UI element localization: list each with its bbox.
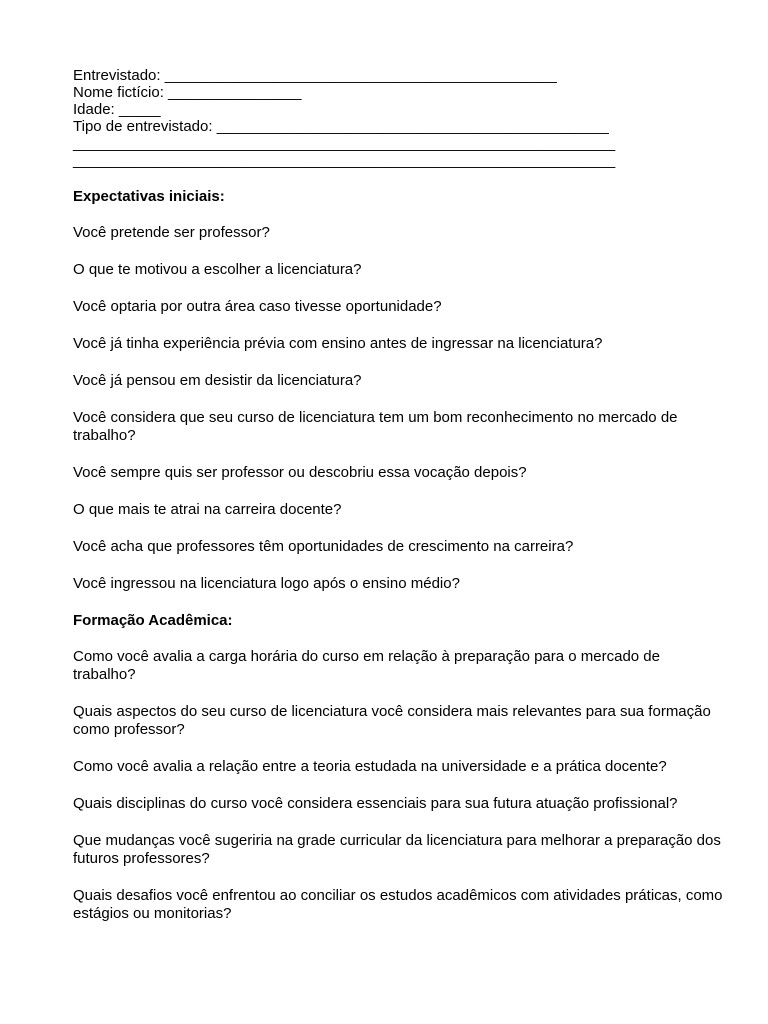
fictitious-name-field: Nome fictício: ________________ bbox=[73, 84, 302, 101]
question: Você considera que seu curso de licenciatura tem um bom reconhecimento no mercado de trabalho? bbox=[73, 409, 678, 444]
question: Você já tinha experiência prévia com ensino antes de ingressar na licenciatura? bbox=[73, 335, 603, 352]
question: Você acha que professores têm oportunidades de crescimento na carreira? bbox=[73, 538, 574, 555]
question: Quais disciplinas do curso você considera essenciais para sua futura atuação profissional? bbox=[73, 795, 678, 812]
question: O que te motivou a escolher a licenciatura? bbox=[73, 261, 362, 278]
question: Como você avalia a relação entre a teoria estudada na universidade e a prática docente? bbox=[73, 758, 667, 775]
question: Você optaria por outra área caso tivesse oportunidade? bbox=[73, 298, 442, 315]
interviewee-field: Entrevistado: _______________________________________________ bbox=[73, 67, 557, 84]
question: Que mudanças você sugeriria na grade curricular da licenciatura para melhorar a preparação dos futuros professores? bbox=[73, 832, 721, 867]
question: Você já pensou em desistir da licenciatura? bbox=[73, 372, 362, 389]
question: Você sempre quis ser professor ou descobriu essa vocação depois? bbox=[73, 464, 527, 481]
question: O que mais te atrai na carreira docente? bbox=[73, 501, 342, 518]
section-title: Formação Acadêmica: bbox=[73, 612, 233, 629]
blank-line: _________________________________________________________________ bbox=[73, 152, 616, 169]
question: Você pretende ser professor? bbox=[73, 224, 270, 241]
question: Como você avalia a carga horária do curso em relação à preparação para o mercado de trabalho? bbox=[73, 648, 660, 683]
interviewee-type-field: Tipo de entrevistado: _______________________________________________ bbox=[73, 118, 609, 135]
blank-line: _________________________________________________________________ bbox=[73, 135, 616, 152]
question: Quais desafios você enfrentou ao conciliar os estudos acadêmicos com atividades práticas, como estágios ou monitorias? bbox=[73, 887, 723, 922]
document-page bbox=[73, 67, 723, 923]
interview-header bbox=[73, 67, 723, 169]
question: Você ingressou na licenciatura logo após o ensino médio? bbox=[73, 575, 460, 592]
question-sections bbox=[73, 188, 723, 923]
section-title: Expectativas iniciais: bbox=[73, 188, 225, 205]
question: Quais aspectos do seu curso de licenciatura você considera mais relevantes para sua formação como professor? bbox=[73, 703, 711, 738]
age-field: Idade: _____ bbox=[73, 101, 161, 118]
